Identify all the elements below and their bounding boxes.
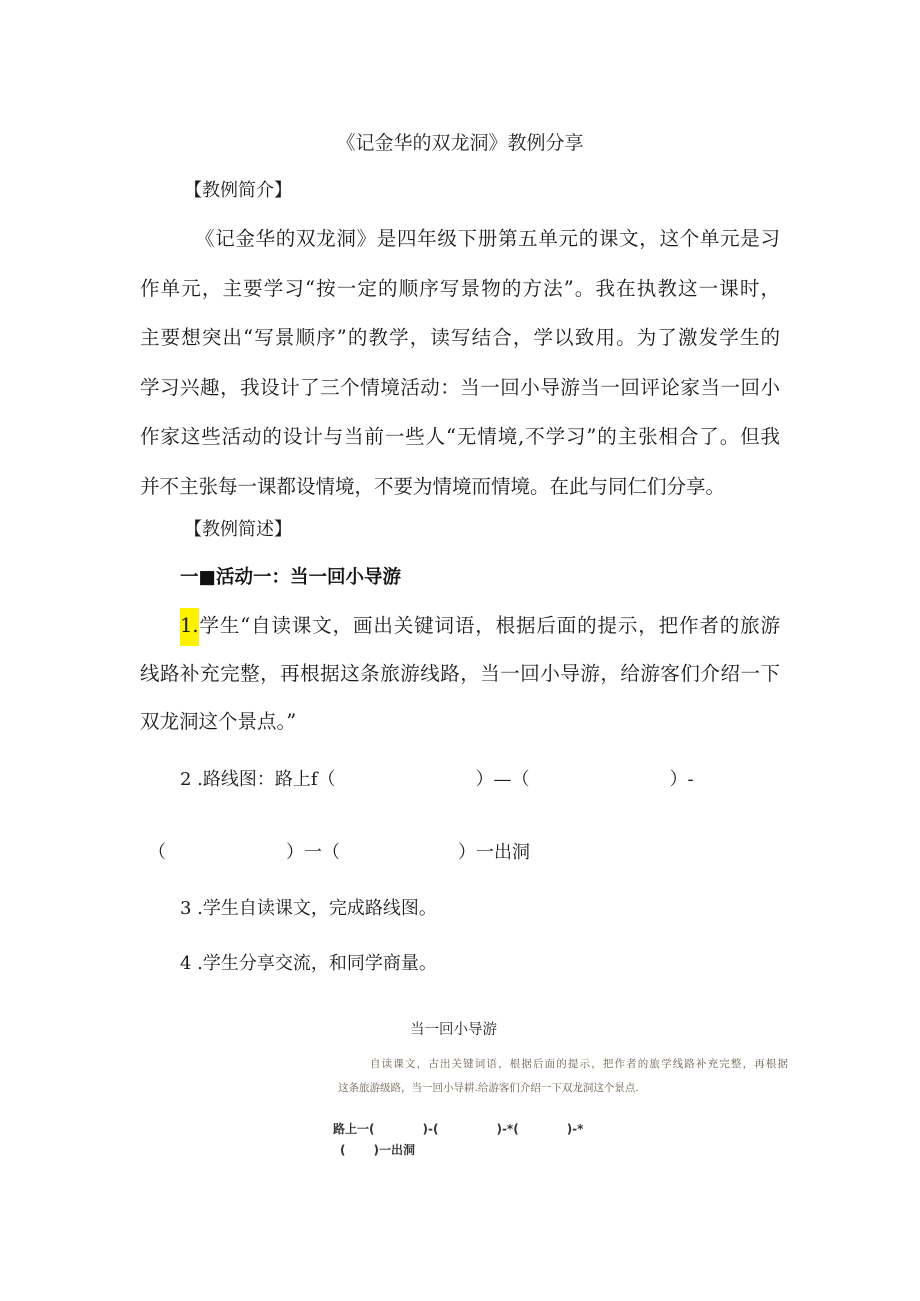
intro-line: 作家这些活动的设计与当前一些人“无情境,不学习”的主张相合了。但我 — [140, 425, 780, 448]
step1-line: 双龙洞这个景点。” — [140, 710, 297, 733]
intro-line: 并不主张每一课都设情境，不要为情境而情境。在此与同仁们分享。 — [140, 474, 726, 498]
intro-line: 主要想突出“写景顺序”的教学，读写结合，学以致用。为了激发学生的 — [140, 326, 780, 349]
embedded-route-row2: ( )一出洞 — [340, 1143, 415, 1157]
step1-line: 线路补充完整，再根据这条旅游线路，当一回小导游，给游客们介绍一下 — [140, 662, 780, 685]
intro-line: 《记金华的双龙洞》是四年级下册第五单元的课文，这个单元是习 — [195, 227, 780, 250]
step3: 3 .学生自读课文，完成路线图。 — [180, 898, 437, 919]
embedded-image-title: 当一回小导游 — [410, 1022, 497, 1038]
section-desc-heading: 【教例简述】 — [184, 519, 292, 540]
embedded-line: 这条旅游级路，当一回小导耕.给游客们介绍一下双龙洞这个景点. — [338, 1082, 639, 1094]
step1-line: 1.学生“自读课文，画出关键词语，根据后面的提示，把作者的旅游 — [140, 602, 780, 650]
step2-route-row2: （ ）一（ ）一出洞 — [148, 842, 530, 863]
embedded-line: 自读课文，古出关键词语，根据后面的提示，把作者的旅学线路补充完整，再根据 — [370, 1058, 788, 1070]
intro-paragraph — [140, 214, 780, 511]
embedded-route-row1: 路上一( )-( )-*( )-* — [333, 1122, 584, 1136]
intro-line: 作单元，主要学习“按一定的顺序写景物的方法”。我在执教这一课时， — [140, 276, 780, 300]
step1-number-highlight: 1. — [180, 608, 199, 646]
page-title: 《记金华的双龙洞》教例分享 — [336, 132, 584, 154]
activity1-heading: 一■活动一：当一回小导游 — [180, 567, 401, 588]
step2-route-row1: 2 .路线图：路上f（ ）—（ ）- — [180, 769, 694, 790]
section-intro-heading: 【教例简介】 — [184, 180, 292, 201]
step1-paragraph — [140, 602, 780, 746]
embedded-image-body — [338, 1052, 788, 1100]
step4: 4 .学生分享交流，和同学商量。 — [180, 953, 437, 974]
intro-line: 学习兴趣，我设计了三个情境活动：当一回小导游当一回评论家当一回小 — [140, 375, 780, 399]
